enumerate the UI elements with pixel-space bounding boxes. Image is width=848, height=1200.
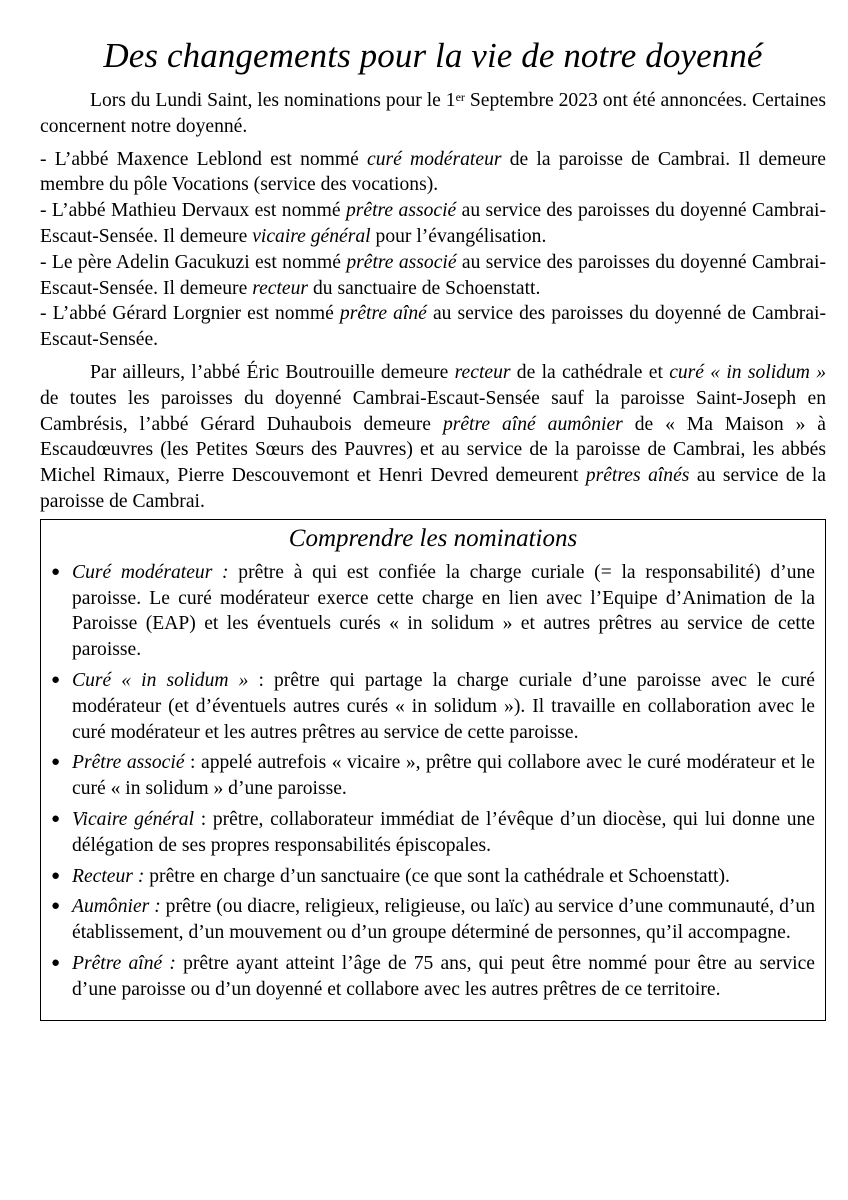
nomination-entry: - L’abbé Mathieu Dervaux est nommé prêtre associé au service des paroisses du doyenné Cambrai-Escaut-Sensée. Il demeure vicaire général pour l’évangélisation.: [40, 200, 826, 247]
box-title: Comprendre les nominations: [288, 524, 578, 552]
bullet-icon: ●: [51, 898, 61, 915]
definition-item: [51, 894, 815, 946]
role-term: prêtre aîné aumônier: [442, 413, 623, 435]
definition-text: prêtre en charge d’un sanctuaire (ce que sont la cathédrale et Schoenstatt).: [144, 865, 730, 887]
definition-term: Vicaire général: [72, 808, 195, 830]
bullet-icon: ●: [51, 867, 61, 884]
definition-text: prêtre à qui est confiée la charge curiale (= la responsabilité) d’une paroisse. Le curé modérateur exerce cette charge en lien avec l’Equipe d’Animation de la Paroisse (EAP) et les éventuels curés « in solidum » et autres prêtres au service de cette paroisse.: [72, 561, 815, 661]
definition-text: : prêtre, collaborateur immédiat de l’évêque d’un diocèse, qui lui donne une délégation de ses propres responsabilités épiscopales.: [72, 808, 815, 856]
bullet-icon: ●: [51, 954, 61, 971]
bullet-icon: ●: [51, 754, 61, 771]
definition-text: prêtre (ou diacre, religieux, religieuse, ou laïc) au service d’une communauté, d’un établissement, d’un mouvement ou d’un groupe déterminé de personnes, qu’il accompagne.: [72, 896, 815, 944]
definition-item: [51, 807, 815, 859]
definition-text: : prêtre qui partage la charge curiale d’une paroisse avec le curé modérateur (et d’éventuels autres curés « in solidum »). Il travaille en collaboration avec le curé modérateur et les autres prêtres au service de cette paroisse.: [72, 669, 815, 743]
definition-term: Prêtre associé: [72, 752, 185, 774]
intro-text: Lors du Lundi Saint, les nominations pour le 1: [90, 90, 456, 111]
intro-text-rest: Septembre 2023 ont été annoncées. Certaines concernent notre doyenné.: [40, 90, 826, 137]
role-term: vicaire général: [252, 225, 371, 247]
definitions-list: [51, 560, 815, 1003]
role-term: prêtre associé: [346, 251, 457, 273]
definition-item: [51, 951, 815, 1003]
definition-item: [51, 668, 815, 745]
definition-term: Curé modérateur :: [72, 561, 229, 583]
definition-text: prêtre ayant atteint l’âge de 75 ans, qui peut être nommé pour être au service d’une paroisse ou d’un doyenné et collabore avec les autres prêtres de ce territoire.: [72, 952, 815, 1000]
definition-item: [51, 750, 815, 802]
bullet-icon: ●: [51, 563, 61, 580]
definition-term: Prêtre aîné :: [72, 952, 176, 974]
role-term: recteur: [252, 277, 309, 299]
definition-text: : appelé autrefois « vicaire », prêtre qui collabore avec le curé modérateur et le curé « in solidum » d’une paroisse.: [72, 752, 815, 800]
ordinal-superscript: er: [455, 90, 465, 104]
bullet-icon: ●: [51, 810, 61, 827]
document-page: [40, 30, 826, 1021]
role-term: curé « in solidum »: [669, 361, 827, 383]
definition-item: [51, 560, 815, 663]
role-term: prêtres aînés: [585, 465, 690, 487]
role-term: prêtre aîné: [339, 303, 427, 325]
role-term: curé modérateur: [367, 148, 502, 170]
nomination-entry: - L’abbé Maxence Leblond est nommé curé modérateur de la paroisse de Cambrai. Il demeure membre du pôle Vocations (service des vocations).: [40, 148, 827, 196]
definition-item: [51, 864, 815, 890]
nomination-entry: - L’abbé Gérard Lorgnier est nommé prêtre aîné au service des paroisses du doyenné de Cambrai-Escaut-Sensée.: [40, 303, 826, 351]
additional-paragraph: Par ailleurs, l’abbé Éric Boutrouille demeure recteur de la cathédrale et curé « in solidum » de toutes les paroisses du doyenné Cambrai-Escaut-Sensée sauf la paroisse Saint-Joseph en Cambrésis, l’abbé Gérard Duhaubois demeure prêtre aîné aumônier de « Ma Maison » à Escaudœuvres (les Petites Sœurs des Pauvres) et au service de la paroisse de Cambrai, les abbés Michel Rimaux, Pierre Descouvemont et Henri Devred demeurent prêtres aînés au service de la paroisse de Cambrai.: [40, 361, 827, 512]
definitions-box: [40, 519, 826, 1021]
page-title: Des changements pour la vie de notre doyenné: [103, 36, 763, 75]
definition-term: Curé « in solidum »: [72, 669, 249, 691]
role-term: prêtre associé: [345, 200, 457, 222]
definition-term: Aumônier :: [72, 896, 161, 918]
intro-paragraph: [40, 88, 826, 140]
role-term: recteur: [454, 361, 511, 383]
definition-term: Recteur :: [72, 865, 145, 887]
nomination-entry: - Le père Adelin Gacukuzi est nommé prêtre associé au service des paroisses du doyenné Cambrai-Escaut-Sensée. Il demeure recteur du sanctuaire de Schoenstatt.: [40, 251, 826, 299]
bullet-icon: ●: [51, 671, 61, 688]
